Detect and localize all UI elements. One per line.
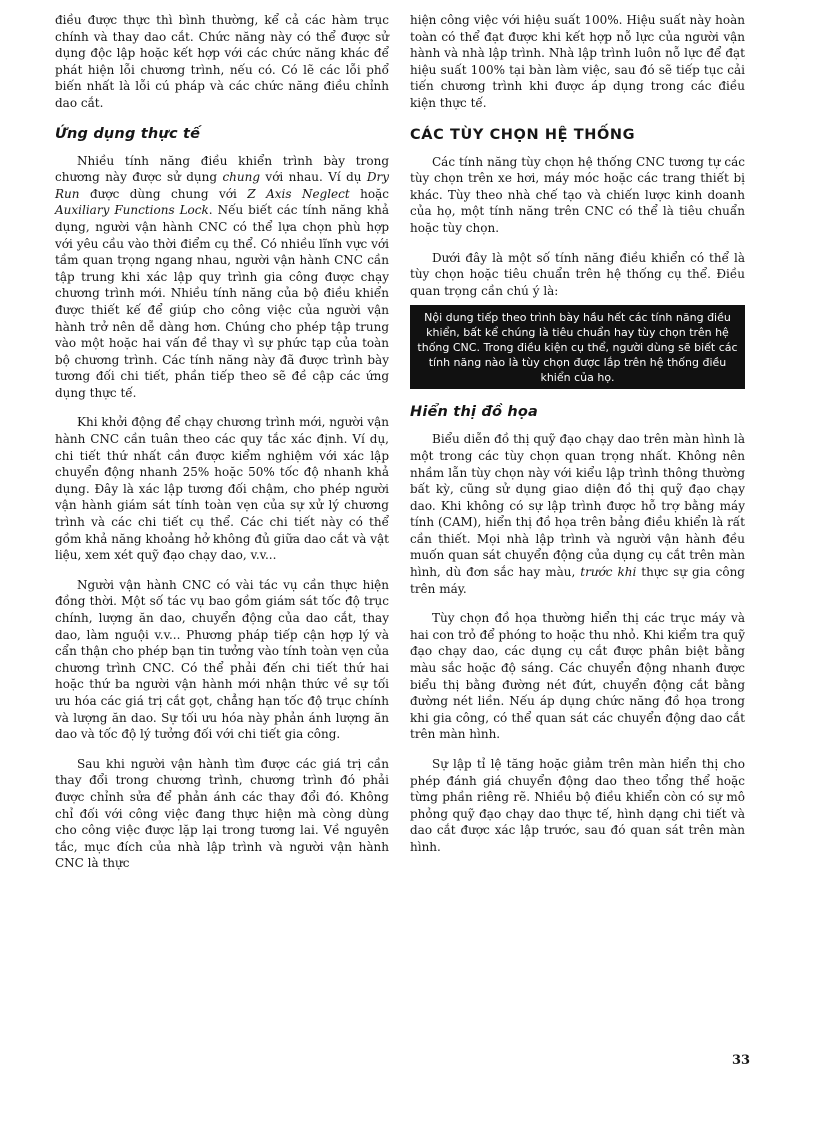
graphics-paragraph-2: Tùy chọn đồ họa thường hiển thị các trục máy và hai con trỏ để phóng to hoặc thu nhỏ. Khi kiểm tra quỹ đạo chạy dao, các dụng cụ cắt được phân biệt bằng màu sắc hoặc độ sáng. Các chuyển động nhanh được biểu thị bằng đường nét đứt, chuyển động cắt bằng đường nét liền. Nếu áp dụng chức năng đồ họa trong khi gia công, có thể quan sát các chuyển động dao cắt trên màn hình.: [410, 611, 746, 742]
right-column: [410, 12, 745, 869]
practical-paragraph-1: [55, 153, 389, 402]
text-run: hoặc: [349, 186, 389, 201]
text-run: Biểu diễn đồ thị quỹ đạo chạy dao trên màn hình là một trong các tùy chọn quan trọng nhất. Không nên nhầm lẫn tùy chọn này với kiểu lập trình thông thường bất kỳ, cũng sử dụng giao diện đồ thị quỹ đạo chạy dao. Khi không có sự lập trình được hỗ trợ bằng máy tính (CAM), hiển thị đồ họa trên bảng điều khiển là rất cần thiết. Mọi nhà lập trình và người vận hành đều muốn quan sát chuyển động của dụng cụ cắt trên màn hình, dù đơn sắc hay màu,: [410, 432, 745, 580]
note-callout-box: Nội dung tiếp theo trình bày hầu hết các tính năng điều khiển, bất kể chúng là tiêu chuẩn hay tùy chọn trên hệ thống CNC. Trong điều kiện cụ thể, người dùng sẽ biết các tính năng nào là tùy chọn được lắp trên hệ thống điều khiển của họ.: [410, 305, 745, 389]
section-heading-practical: Ứng dụng thực tế: [55, 125, 201, 142]
graphics-paragraph-1: [410, 431, 745, 597]
text-run: . Nếu biết các tính năng khả dụng, người vận hành CNC có thể lựa chọn phù hợp với yêu cầu vào thời điểm cụ thể. Có nhiều lĩnh vực với tầm quan trọng ngang nhau, người vận hành CNC cần tập trung khi xác lập quy trình gia công được chạy chương trình mới. Nhiều tính năng của bộ điều khiển được thiết kế để giúp cho công việc của người vận hành trở nên dễ dàng hơn. Chúng cho phép tập trung vào một hoặc hai vấn đề thay vì sự phức tạp của toàn bộ chương trình. Các tính năng này đã được trình bày tương đối chi tiết, phần tiếp theo sẽ đề cập các ứng dụng thực tế.: [55, 203, 389, 400]
left-column: [55, 12, 389, 885]
intro-paragraph: điều được thực thì bình thường, kể cả các hàm trục chính và thay dao cắt. Chức năng này có thể được sử dụng độc lập hoặc kết hợp với các chức năng khác để phát hiện lỗi chương trình, nếu có. Có lẽ các lỗi phổ biến nhất là lỗi cú pháp và các chức năng điều chỉnh dao cắt.: [55, 13, 389, 110]
emphasis-truoc-khi: trước khi: [580, 565, 637, 580]
text-run: với nhau. Ví dụ: [260, 170, 367, 185]
text-run: Nhiều tính năng điều khiển trình bày trong chương này được sử dụng: [55, 153, 389, 185]
emphasis-chung: chung: [222, 170, 261, 185]
options-paragraph-2: Dưới đây là một số tính năng điều khiển có thể là tùy chọn hoặc tiêu chuẩn trên hệ thống cụ thể. Điều quan trọng cần chú ý là:: [410, 250, 745, 298]
continuation-paragraph: hiện công việc với hiệu suất 100%. Hiệu suất này hoàn toàn có thể đạt được khi kết hợp nỗ lực của người vận hành và nhà lập trình. Nhà lập trình luôn nỗ lực để đạt hiệu suất 100% tại bàn làm việc, sau đó sẽ tiếp tục cải tiến chương trình khi được áp dụng trong các điều kiện thực tế.: [410, 13, 745, 110]
options-paragraph-1: Các tính năng tùy chọn hệ thống CNC tương tự các tùy chọn trên xe hơi, máy móc hoặc các trang thiết bị khác. Tùy theo nhà chế tạo và chiến lược kinh doanh của họ, một tính năng trên CNC có thể là tiêu chuẩn hoặc tùy chọn.: [410, 154, 745, 235]
practical-paragraph-2: Khi khởi động để chạy chương trình mới, người vận hành CNC cần tuân theo các quy tắc xác định. Ví dụ, chi tiết thứ nhất cần được kiểm nghiệm với xác lập chuyển động nhanh 25% hoặc 50% tốc độ nhanh khả dụng. Đây là xác lập tương đối chậm, cho phép người vận hành giám sát tính toàn vẹn của sự xử lý chương trình và các chi tiết cụ thể. Các chi tiết này có thể gồm khả năng khoảng hở không đủ giữa dao cắt và vật liệu, xem xét quỹ đạo chạy dao, v.v...: [55, 415, 389, 563]
emphasis-z-axis-neglect: Z Axis Neglect: [247, 186, 350, 201]
graphics-paragraph-3: Sự lập tỉ lệ tăng hoặc giảm trên màn hiển thị cho phép đánh giá chuyển động dao theo tổng thể hoặc từng phần riêng rẽ. Nhiều bộ điều khiển còn có sự mô phỏng quỹ đạo chạy dao thực tế, hình dạng chi tiết và dao cắt được xác lập trước, sau đó quan sát trên màn hình.: [410, 757, 745, 854]
emphasis-auxiliary-functions-lock: Auxiliary Functions Lock: [55, 203, 209, 218]
text-run: thực sự gia công trên máy.: [410, 565, 745, 596]
emphasis-dry-run: Dry Run: [55, 170, 390, 201]
page-number: 33: [732, 1053, 751, 1068]
text-run: được dùng chung với: [79, 186, 248, 201]
section-heading-system-options: CÁC TÙY CHỌN HỆ THỐNG: [410, 126, 636, 143]
section-heading-graphics-display: Hiển thị đồ họa: [410, 404, 539, 421]
practical-paragraph-3: Người vận hành CNC có vài tác vụ cần thực hiện đồng thời. Một số tác vụ bao gồm giám sát tốc độ trục chính, lượng ăn dao, chuyển động của dao cắt, thay dao, làm nguội v.v... Phương pháp tiếp cận hợp lý và cẩn thận cho phép bạn tin tưởng vào tính toàn vẹn của chương trình CNC. Có thể phải đến chi tiết thứ hai hoặc thứ ba người vận hành mới nhận thức về sự tối ưu hóa các giá trị cắt gọt, chẳng hạn tốc độ trục chính và lượng ăn dao. Sự tối ưu hóa này phản ánh lượng ăn dao và tốc độ lý tưởng đối với chi tiết gia công.: [55, 577, 389, 742]
practical-paragraph-4: Sau khi người vận hành tìm được các giá trị cần thay đổi trong chương trình, chương trình đó phải được chỉnh sửa để phản ánh các thay đổi đó. Không chỉ đối với công việc đang thực hiện mà còng dùng cho công việc được lặp lại trong tương lai. Về nguyên tắc, mục đích của nhà lập trình và người vận hành CNC là thực: [55, 756, 389, 871]
